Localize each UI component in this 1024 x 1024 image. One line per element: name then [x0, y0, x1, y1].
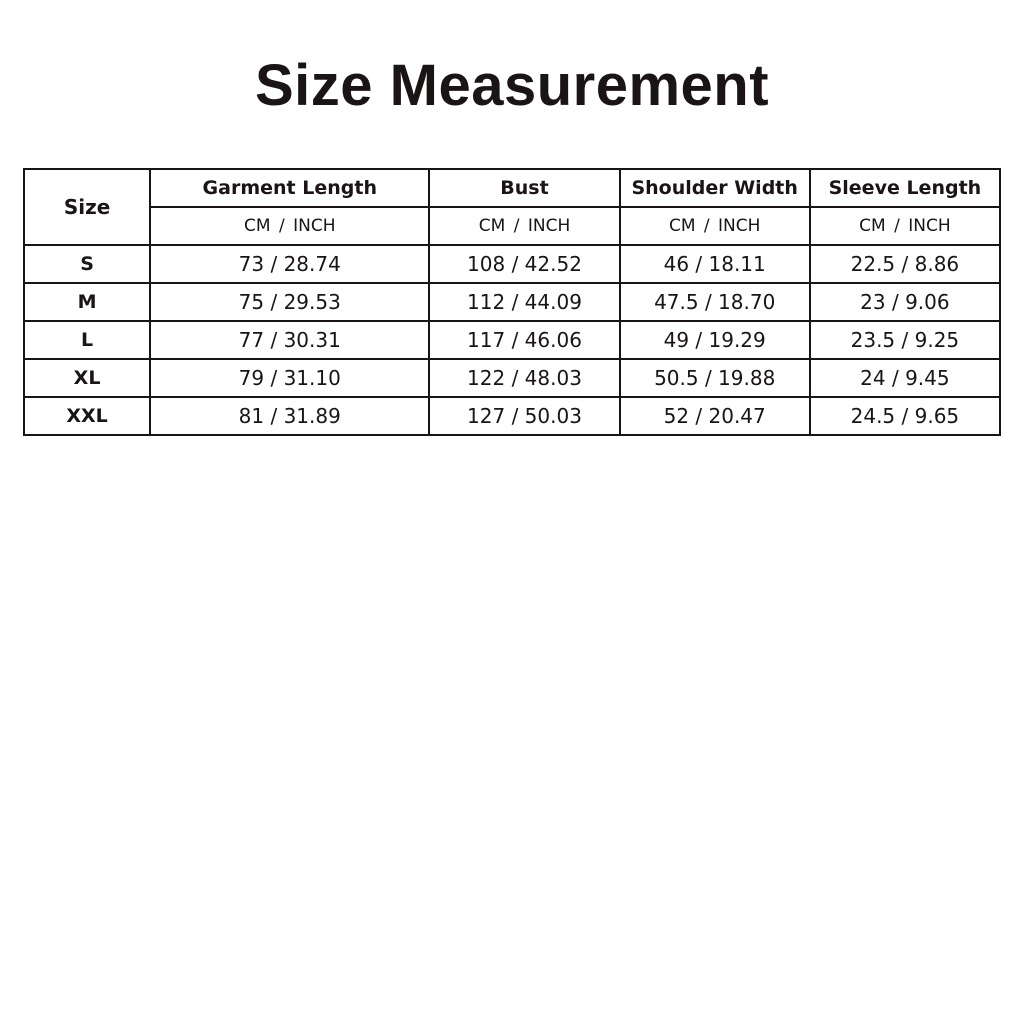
garment-length-cell: 77 / 30.31: [150, 321, 429, 359]
garment-length-cell: 73 / 28.74: [150, 245, 429, 283]
sleeve-length-cell: 22.5 / 8.86: [810, 245, 1000, 283]
bust-cell: 117 / 46.06: [429, 321, 619, 359]
table-row: [24, 321, 1000, 359]
page-title: Size Measurement: [254, 53, 770, 118]
size-cell: M: [24, 283, 150, 321]
garment-length-cell: 79 / 31.10: [150, 359, 429, 397]
table-row: [24, 245, 1000, 283]
bust-cell: 122 / 48.03: [429, 359, 619, 397]
table-row: [24, 283, 1000, 321]
bust-unit: CM / INCH: [429, 207, 619, 245]
shoulder-width-cell: 49 / 19.29: [620, 321, 810, 359]
sleeve-length-header: Sleeve Length: [810, 169, 1000, 207]
sleeve-length-cell: 24.5 / 9.65: [810, 397, 1000, 435]
garment-length-unit: CM / INCH: [150, 207, 429, 245]
shoulder-width-unit: CM / INCH: [620, 207, 810, 245]
shoulder-width-header: Shoulder Width: [620, 169, 810, 207]
garment-length-header: Garment Length: [150, 169, 429, 207]
size-cell: L: [24, 321, 150, 359]
size-cell: XL: [24, 359, 150, 397]
garment-length-cell: 75 / 29.53: [150, 283, 429, 321]
table-row: [24, 359, 1000, 397]
table-row: [24, 397, 1000, 435]
shoulder-width-cell: 46 / 18.11: [620, 245, 810, 283]
sleeve-length-cell: 24 / 9.45: [810, 359, 1000, 397]
sleeve-length-cell: 23 / 9.06: [810, 283, 1000, 321]
unit-row: [24, 207, 1000, 245]
bust-cell: 112 / 44.09: [429, 283, 619, 321]
bust-cell: 127 / 50.03: [429, 397, 619, 435]
size-measurement-table: [23, 168, 1001, 436]
sleeve-length-cell: 23.5 / 9.25: [810, 321, 1000, 359]
size-cell: S: [24, 245, 150, 283]
shoulder-width-cell: 52 / 20.47: [620, 397, 810, 435]
shoulder-width-cell: 50.5 / 19.88: [620, 359, 810, 397]
size-cell: XXL: [24, 397, 150, 435]
table-header-row: [24, 169, 1000, 207]
bust-header: Bust: [429, 169, 619, 207]
size-column-header: Size: [24, 169, 150, 245]
shoulder-width-cell: 47.5 / 18.70: [620, 283, 810, 321]
garment-length-cell: 81 / 31.89: [150, 397, 429, 435]
bust-cell: 108 / 42.52: [429, 245, 619, 283]
sleeve-length-unit: CM / INCH: [810, 207, 1000, 245]
